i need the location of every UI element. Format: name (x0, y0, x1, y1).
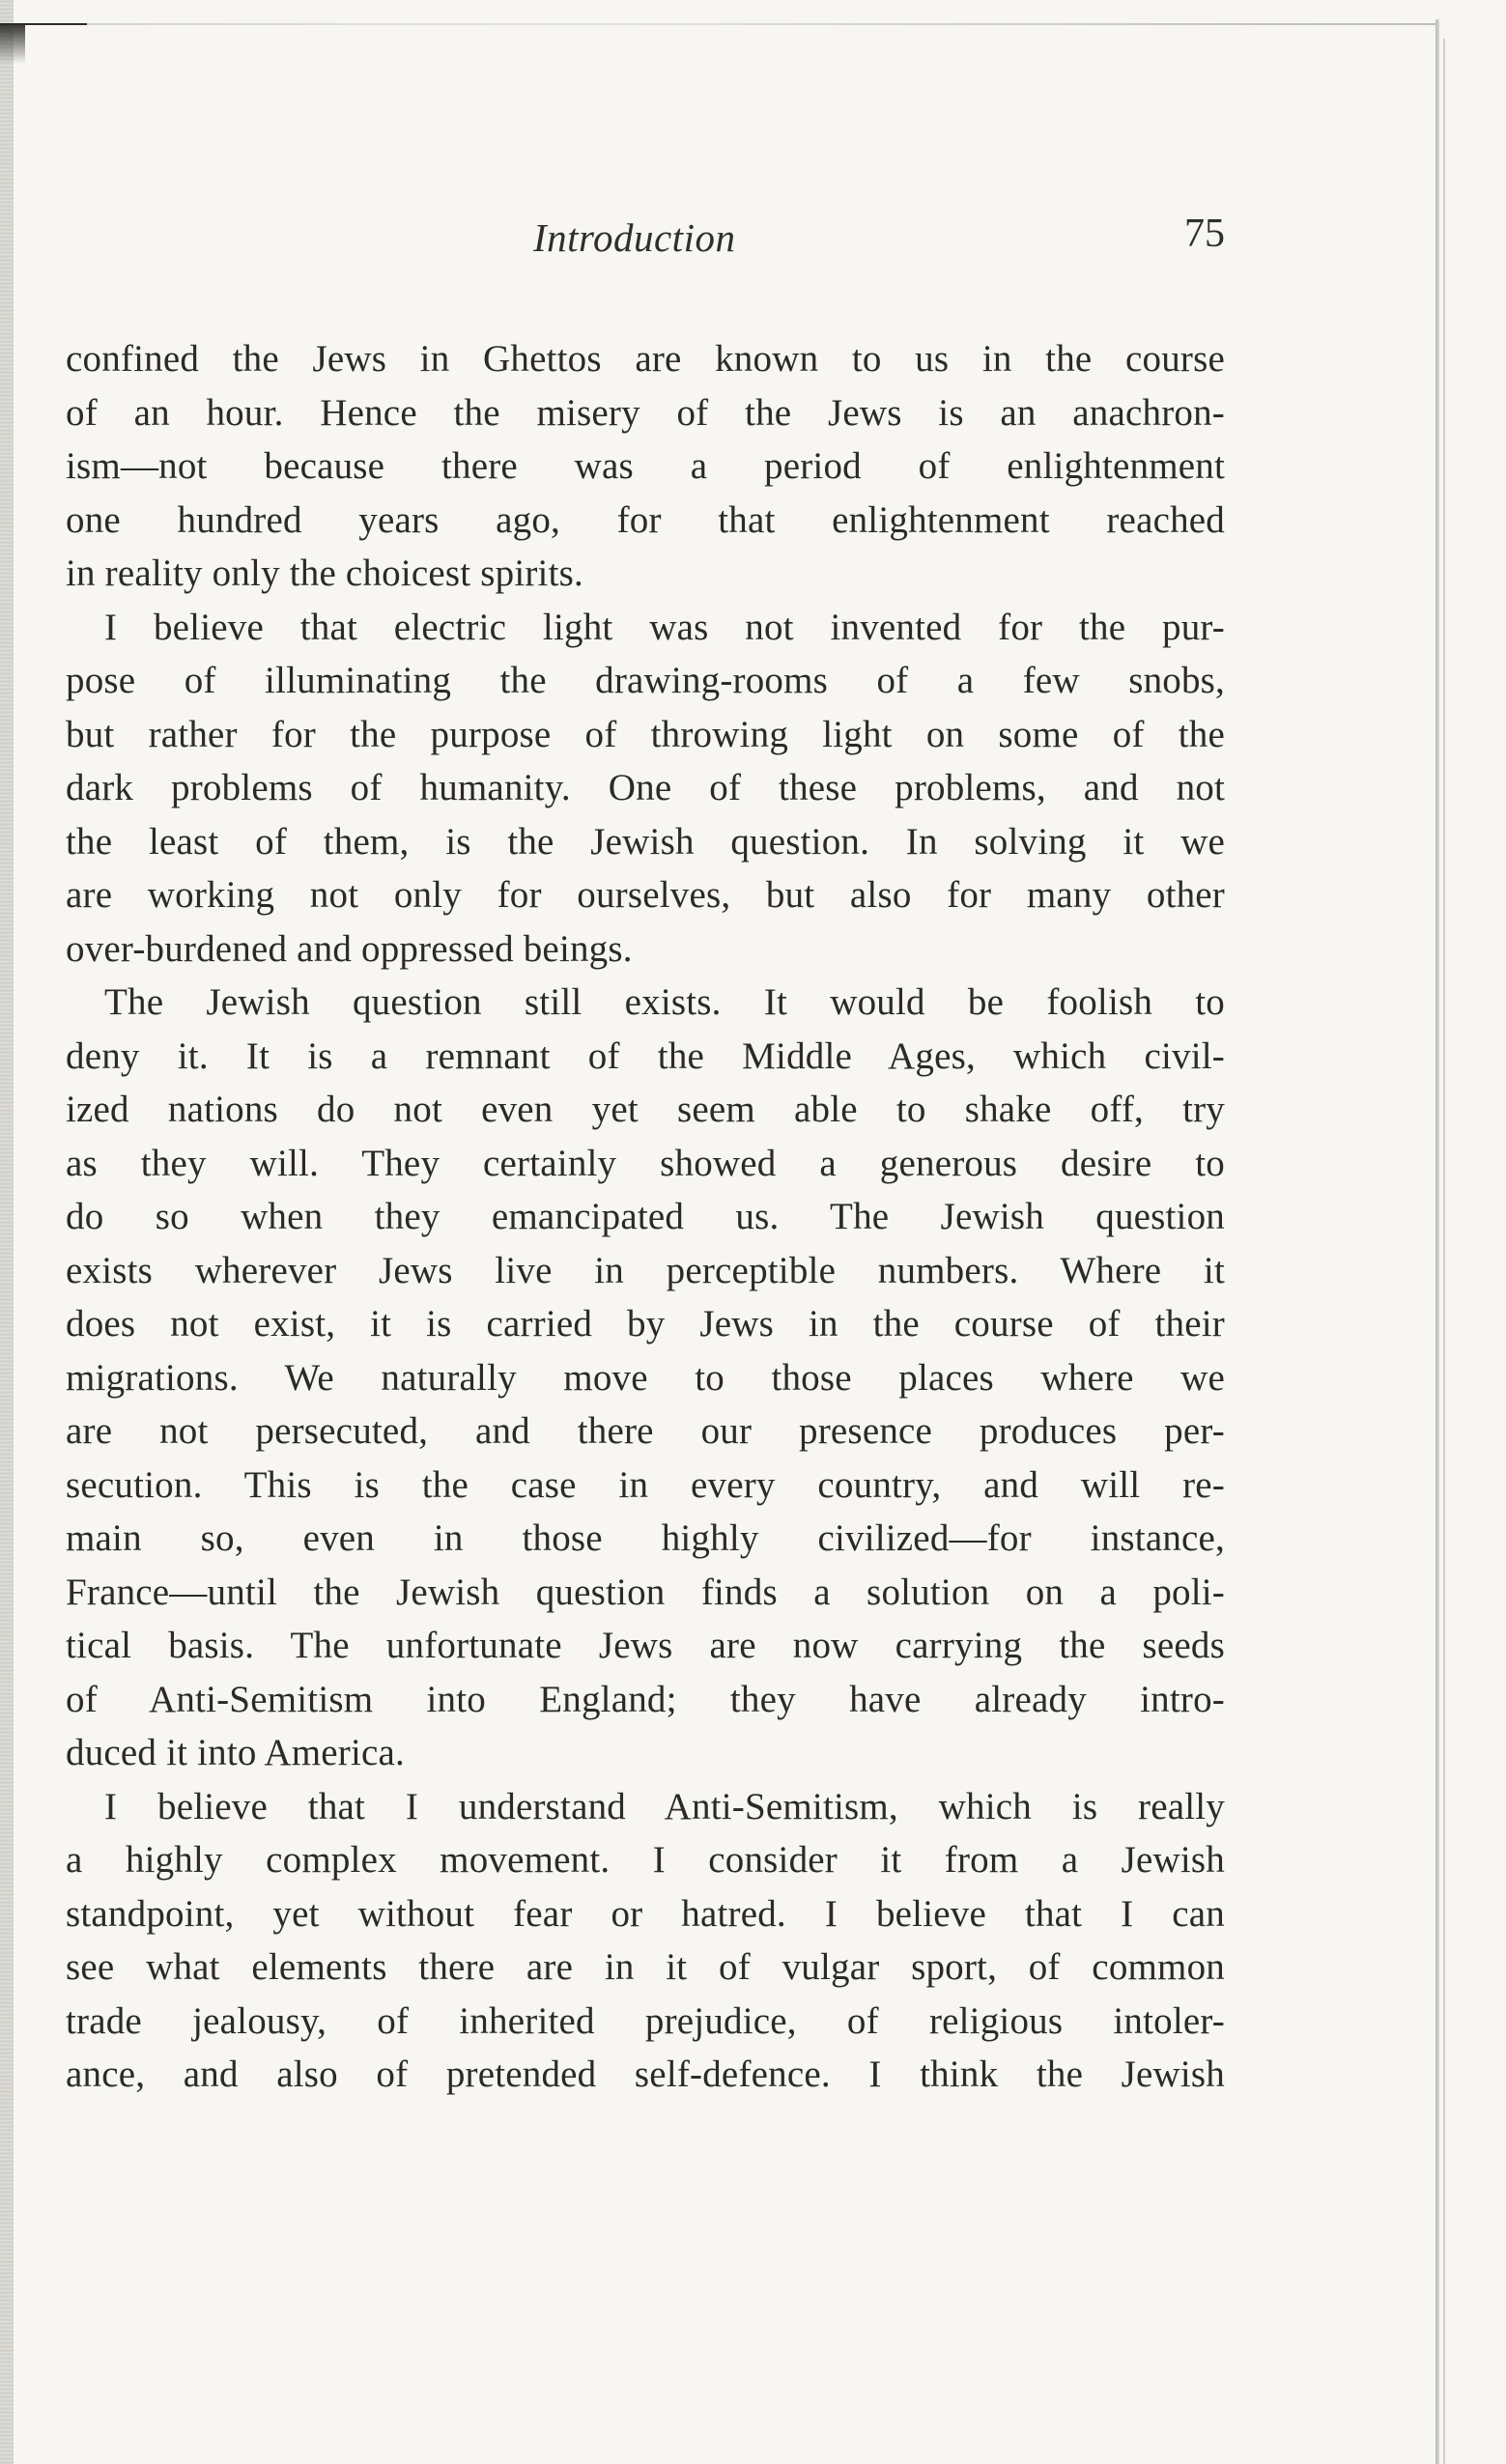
text-line: deny it. It is a remnant of the Middle Ages, which civil- (66, 1034, 1225, 1077)
text-line: trade jealousy, of inherited prejudice, of religious intoler- (66, 1999, 1225, 2042)
scan-top-edge (0, 23, 1435, 25)
text-line: migrations. We naturally move to those places where we (66, 1356, 1225, 1399)
scan-right-edge (1435, 19, 1439, 2464)
text-line: a highly complex movement. I consider it from a Jewish (66, 1839, 1225, 1881)
running-head: Introduction (533, 215, 736, 260)
text-line: are not persecuted, and there our presence produces per- (66, 1410, 1225, 1452)
text-line: does not exist, it is carried by Jews in the course of their (66, 1303, 1225, 1345)
body-text (66, 332, 1225, 2102)
text-line: France—until the Jewish question finds a solution on a poli- (66, 1571, 1225, 1613)
text-line: duced it into America. (66, 1732, 405, 1773)
text-line: in reality only the choicest spirits. (66, 552, 583, 594)
text-line: over-burdened and oppressed beings. (66, 927, 633, 970)
text-line: are working not only for ourselves, but also for many other (66, 874, 1225, 916)
text-line: of an hour. Hence the misery of the Jews is an anachron- (66, 391, 1225, 434)
text-line: main so, even in those highly civilized—for instance, (66, 1517, 1225, 1559)
text-line: I believe that electric light was not invented for the pur- (104, 606, 1225, 648)
text-line: The Jewish question still exists. It would be foolish to (104, 981, 1225, 1023)
text-line: see what elements there are in it of vulgar sport, of common (66, 1946, 1225, 1988)
text-line: dark problems of humanity. One of these problems, and not (66, 767, 1225, 808)
page-number: 75 (1184, 212, 1225, 256)
text-line: tical basis. The unfortunate Jews are now carrying the seeds (66, 1625, 1225, 1666)
text-line: exists wherever Jews live in perceptible numbers. Where it (66, 1249, 1225, 1291)
text-line: I believe that I understand Anti-Semitism, which is really (104, 1785, 1225, 1827)
scan-left-edge (0, 0, 14, 2464)
text-line: standpoint, yet without fear or hatred. I believe that I can (66, 1892, 1225, 1935)
text-line: secution. This is the case in every country, and will re- (66, 1463, 1225, 1506)
text-line: of Anti-Semitism into England; they have already intro- (66, 1678, 1225, 1720)
text-line: ism—not because there was a period of enlightenment (66, 445, 1225, 487)
text-line: the least of them, is the Jewish question. In solving it we (66, 820, 1225, 863)
text-line: as they will. They certainly showed a generous desire to (66, 1142, 1225, 1184)
text-line: ized nations do not even yet seem able to shake off, try (66, 1089, 1225, 1130)
text-line: confined the Jews in Ghettos are known to us in the course (66, 338, 1225, 380)
text-line: one hundred years ago, for that enlightenment reached (66, 498, 1225, 541)
scan-corner-mark (0, 25, 25, 64)
text-line: ance, and also of pretended self-defence. I think the Jewish (66, 2053, 1225, 2095)
text-line: do so when they emancipated us. The Jewish question (66, 1196, 1225, 1237)
scan-right-outer-edge (1443, 39, 1445, 2464)
text-line: pose of illuminating the drawing-rooms of a few snobs, (66, 660, 1225, 701)
page-header (0, 214, 1506, 272)
text-line: but rather for the purpose of throwing light on some of the (66, 713, 1225, 755)
